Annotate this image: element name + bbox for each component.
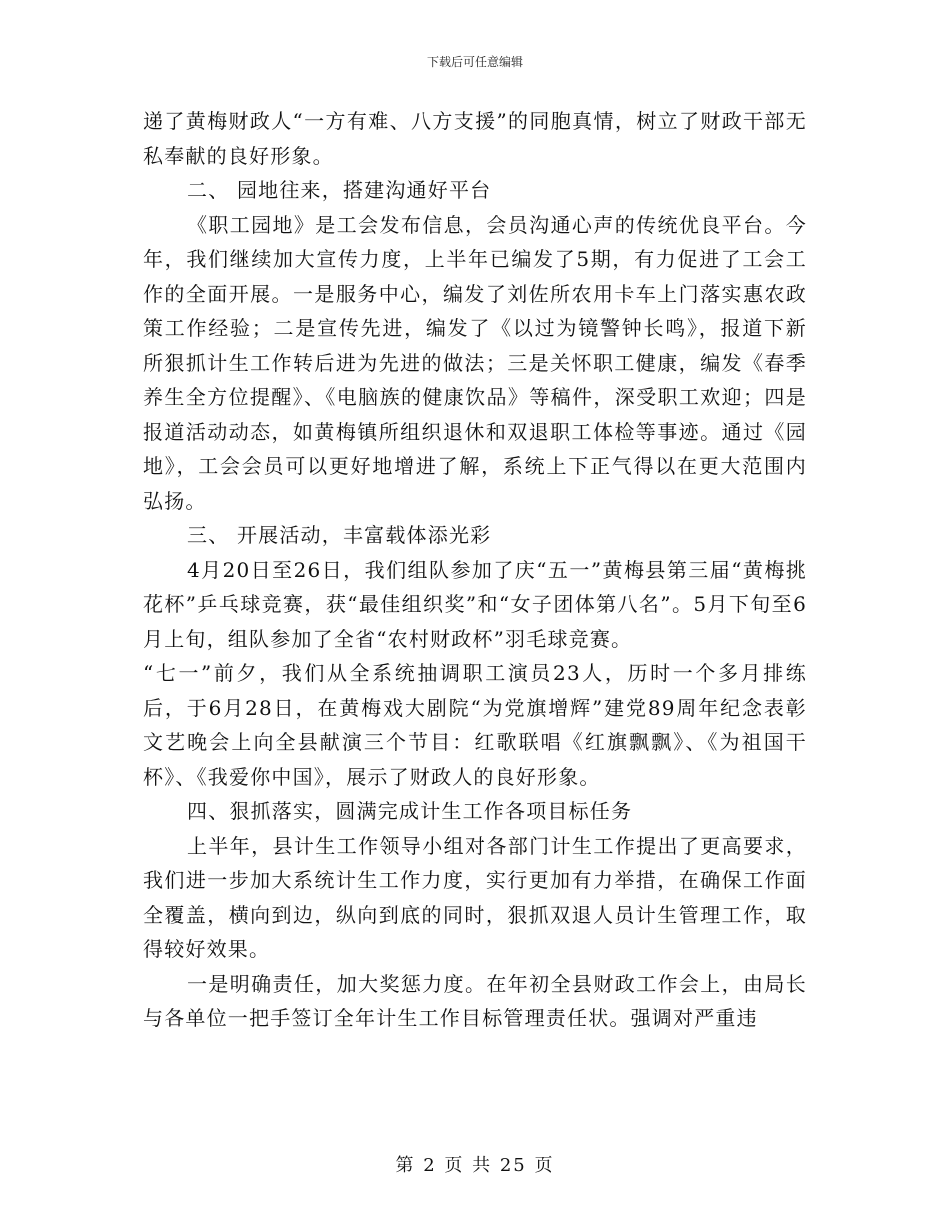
paragraph-continuation: 递了黄梅财政人“一方有难、八方支援”的同胞真情，树立了财政干部无私奉献的良好形象。 <box>143 109 807 168</box>
section-heading-4: 四、狠抓落实，圆满完成计生工作各项目标任务 <box>187 799 633 823</box>
paragraph-july-first: “七一”前夕，我们从全系统抽调职工演员23人，历时一个多月排练后，于6月28日，在黄梅戏大剧院“为党旗增辉”建党89周年纪念表彰文艺晚会上向全县献演三个节目：红歌联唱《红旗飘飘》、《为祖国干杯》、《我爱你中国》，展示了财政人的良好形象。 <box>143 661 807 789</box>
section-heading-3: 三、 开展活动，丰富载体添光彩 <box>187 523 492 547</box>
paragraph-staff-garden: 《职工园地》是工会发布信息，会员沟通心声的传统优良平台。今年，我们继续加大宣传力度，上半年已编发了5期，有力促进了工会工作的全面开展。一是服务中心，编发了刘佐所农用卡车上门落实惠农政策工作经验；二是宣传先进，编发了《以过为镜警钟长鸣》，报道下新所狠抓计生工作转后进为先进的做法；三是关怀职工健康，编发《春季养生全方位提醒》、《电脑族的健康饮品》等稿件，深受职工欢迎；四是报道活动动态，如黄梅镇所组织退休和双退职工体检等事迹。通过《园地》，工会会员可以更好地增进了解，系统上下正气得以在更大范围内弘扬。 <box>143 212 807 513</box>
page-header: 下载后可任意编辑 <box>426 55 523 69</box>
paragraph-responsibility: 一是明确责任，加大奖惩力度。在年初全县财政工作会上，由局长与各单位一把手签订全年计生工作目标管理责任状。强调对严重违 <box>143 971 807 1030</box>
document-body <box>143 104 807 1036</box>
page-number: 第 2 页 共 25 页 <box>395 1155 555 1176</box>
paragraph-activities: 4月20日至26日，我们组队参加了庆“五一”黄梅县第三届“黄梅挑花杯”乒乓球竞赛，获“最佳组织奖”和“女子团体第八名”。5月下旬至6月上旬，组队参加了全省“农村财政杯”羽毛球竞赛。 <box>143 557 807 651</box>
section-heading-2: 二、 园地往来，搭建沟通好平台 <box>187 178 492 202</box>
paragraph-family-planning: 上半年，县计生工作领导小组对各部门计生工作提出了更高要求，我们进一步加大系统计生工作力度，实行更加有力举措，在确保工作面全覆盖，横向到边，纵向到底的同时，狠抓双退人员计生管理工作，取得较好效果。 <box>143 833 807 961</box>
